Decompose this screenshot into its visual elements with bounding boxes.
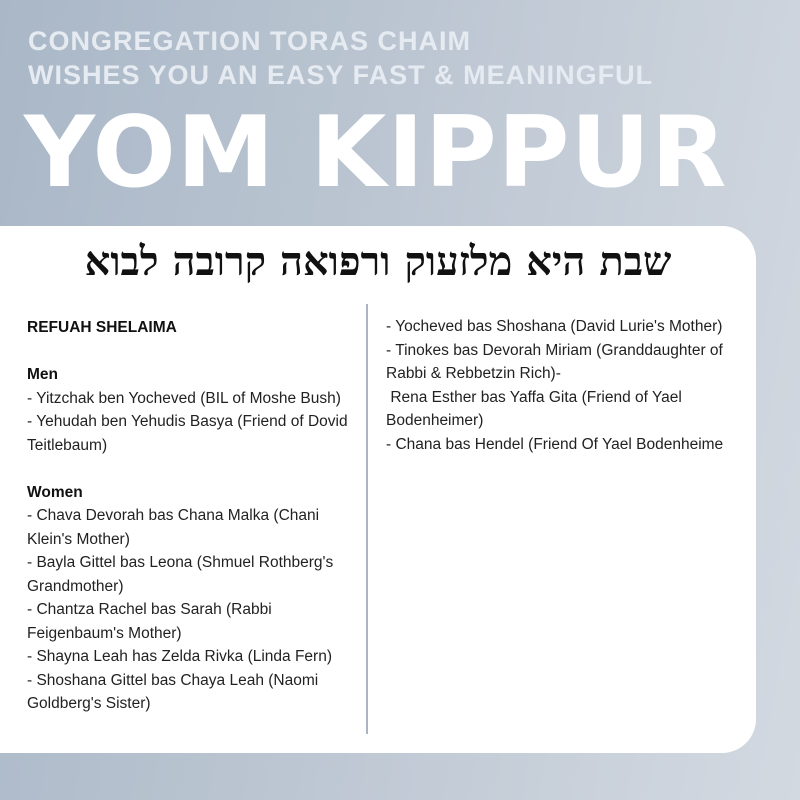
list-item: - Chana bas Hendel (Friend Of Yael Bodenheime xyxy=(386,435,724,453)
men-heading: Men xyxy=(27,366,58,383)
page-title: YOM KIPPUR xyxy=(24,96,728,210)
women-heading: Women xyxy=(27,483,83,501)
list-item: - Bayla Gittel bas Leona (Shmuel Rothberg's Grandmother) xyxy=(27,554,334,595)
list-item: - Chantza Rachel bas Sarah (Rabbi Feigenbaum's Mother) xyxy=(27,601,272,642)
left-column xyxy=(27,316,357,716)
section-heading: REFUAH SHELAIMA xyxy=(27,319,177,336)
hebrew-banner: שבת היא מלזעוק ורפואה קרובה לבוא xyxy=(84,238,672,285)
list-item: - Shoshana Gittel bas Chaya Leah (Naomi Goldberg's Sister) xyxy=(27,671,319,712)
list-item: - Yitzchak ben Yocheved (BIL of Moshe Bush) xyxy=(27,389,341,407)
list-item: Rena Esther bas Yaffa Gita (Friend of Yael Bodenheimer) xyxy=(386,388,687,429)
content-card xyxy=(0,226,756,753)
list-item: - Chava Devorah bas Chana Malka (Chani Klein's Mother) xyxy=(27,507,320,548)
column-divider xyxy=(366,304,368,734)
header-line-1: CONGREGATION TORAS CHAIM xyxy=(28,26,472,56)
list-item: - Tinokes bas Devorah Miriam (Granddaughter of Rabbi & Rebbetzin Rich)- xyxy=(386,341,723,382)
list-item: - Shayna Leah has Zelda Rivka (Linda Fern) xyxy=(27,648,332,665)
list-item: - Yocheved bas Shoshana (David Lurie's Mother) xyxy=(386,318,723,335)
list-item: - Yehudah ben Yehudis Basya (Friend of Dovid Teitlebaum) xyxy=(27,413,348,454)
header-line-2: WISHES YOU AN EASY FAST & MEANINGFUL xyxy=(28,60,654,90)
right-column xyxy=(386,315,736,456)
